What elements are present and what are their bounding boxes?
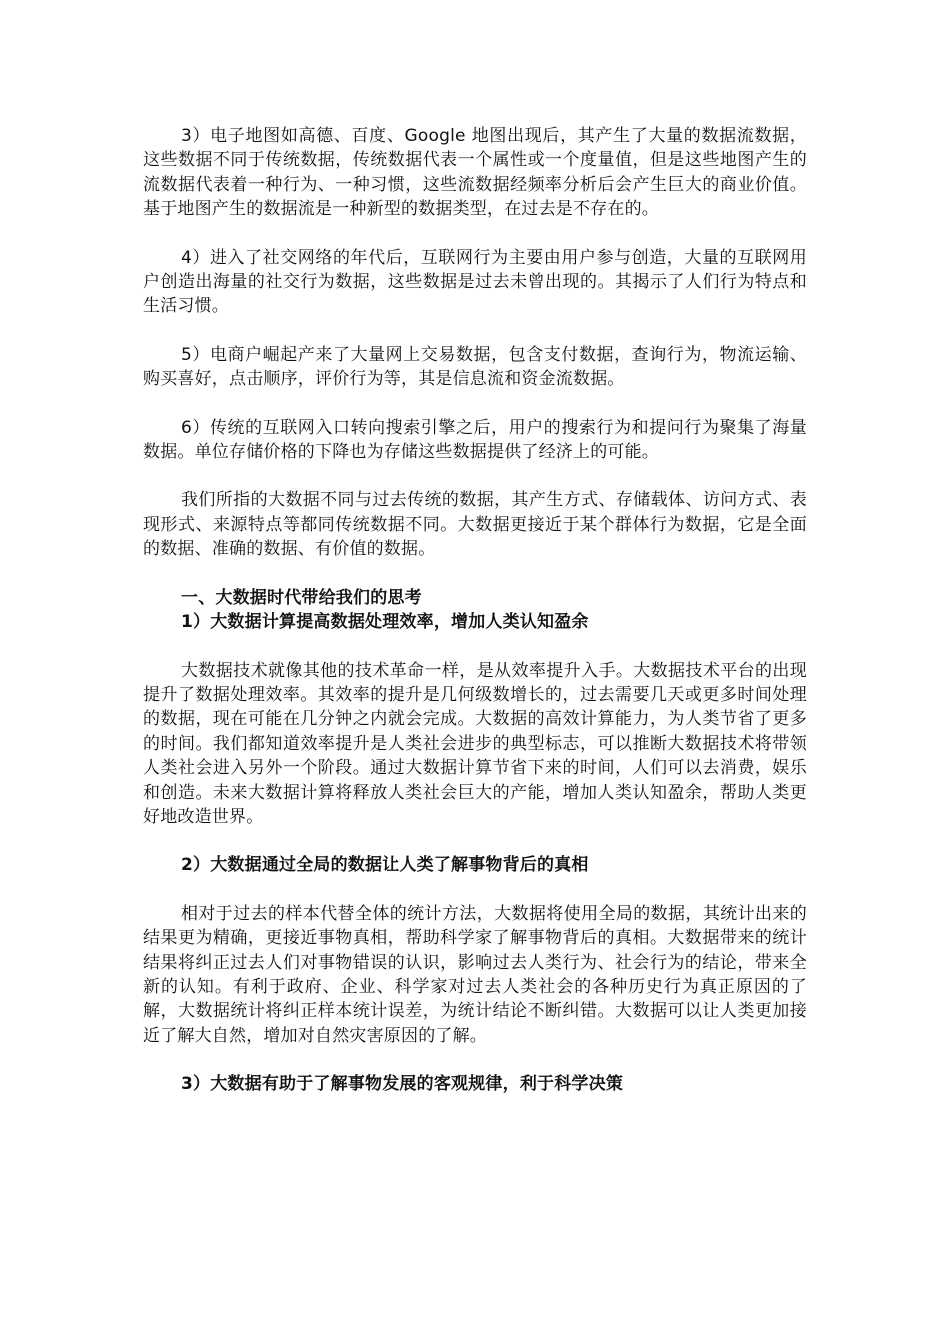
paragraph-big-data-definition: 我们所指的大数据不同与过去传统的数据，其产生方式、存储载体、访问方式、表现形式、来源特点等都同传统数据不同。大数据更接近于某个群体行为数据，它是全面的数据、准确的数据、有价值的数据。 xyxy=(143,490,807,560)
paragraph-map-data: 3）电子地图如高德、百度、Google 地图出现后，其产生了大量的数据流数据，这些数据不同于传统数据，传统数据代表一个属性或一个度量值，但是这些地图产生的流数据代表着一种行为、一种习惯，这些流数据经频率分析后会产生巨大的商业价值。基于地图产生的数据流是一种新型的数据类型，在过去是不存在的。 xyxy=(143,126,807,220)
paragraph-ecommerce: 5）电商户崛起产来了大量网上交易数据，包含支付数据，查询行为，物流运输、购买喜好，点击顺序，评价行为等，其是信息流和资金流数据。 xyxy=(143,344,807,390)
subsection-body-2: 相对于过去的样本代替全体的统计方法，大数据将使用全局的数据，其统计出来的结果更为精确，更接近事物真相，帮助科学家了解事物背后的真相。大数据带来的统计结果将纠正过去人们对事物错误的认识，影响过去人类行为、社会行为的结论，带来全新的认知。有利于政府、企业、科学家对过去人类社会的各种历史行为真正原因的了解，大数据统计将纠正样本统计误差，为统计结论不断纠错。大数据可以让人类更加接近了解大自然，增加对自然灾害原因的了解。 xyxy=(143,903,807,1046)
paragraph-search: 6）传统的互联网入口转向搜索引擎之后，用户的搜索行为和提问行为聚集了海量数据。单位存储价格的下降也为存储这些数据提供了经济上的可能。 xyxy=(143,417,807,463)
subsection-title-2: 2）大数据通过全局的数据让人类了解事物背后的真相 xyxy=(181,855,589,876)
document-page xyxy=(143,124,807,1097)
subsection-body-1: 大数据技术就像其他的技术革命一样，是从效率提升入手。大数据技术平台的出现提升了数据处理效率。其效率的提升是几何级数增长的，过去需要几天或更多时间处理的数据，现在可能在几分钟之内就会完成。大数据的高效计算能力，为人类节省了更多的时间。我们都知道效率提升是人类社会进步的典型标志，可以推断大数据技术将带领人类社会进入另外一个阶段。通过大数据计算节省下来的时间，人们可以去消费，娱乐和创造。未来大数据计算将释放人类社会巨大的产能，增加人类认知盈余，帮助人类更好地改造世界。 xyxy=(143,660,807,827)
subsection-title-1: 1）大数据计算提高数据处理效率，增加人类认知盈余 xyxy=(181,612,589,633)
subsection-title-3: 3）大数据有助于了解事物发展的客观规律，利于科学决策 xyxy=(181,1074,624,1095)
paragraph-social-network: 4）进入了社交网络的年代后，互联网行为主要由用户参与创造，大量的互联网用户创造出海量的社交行为数据，这些数据是过去未曾出现的。其揭示了人们行为特点和生活习惯。 xyxy=(143,247,807,317)
section-title: 一、大数据时代带给我们的思考 xyxy=(181,587,422,608)
